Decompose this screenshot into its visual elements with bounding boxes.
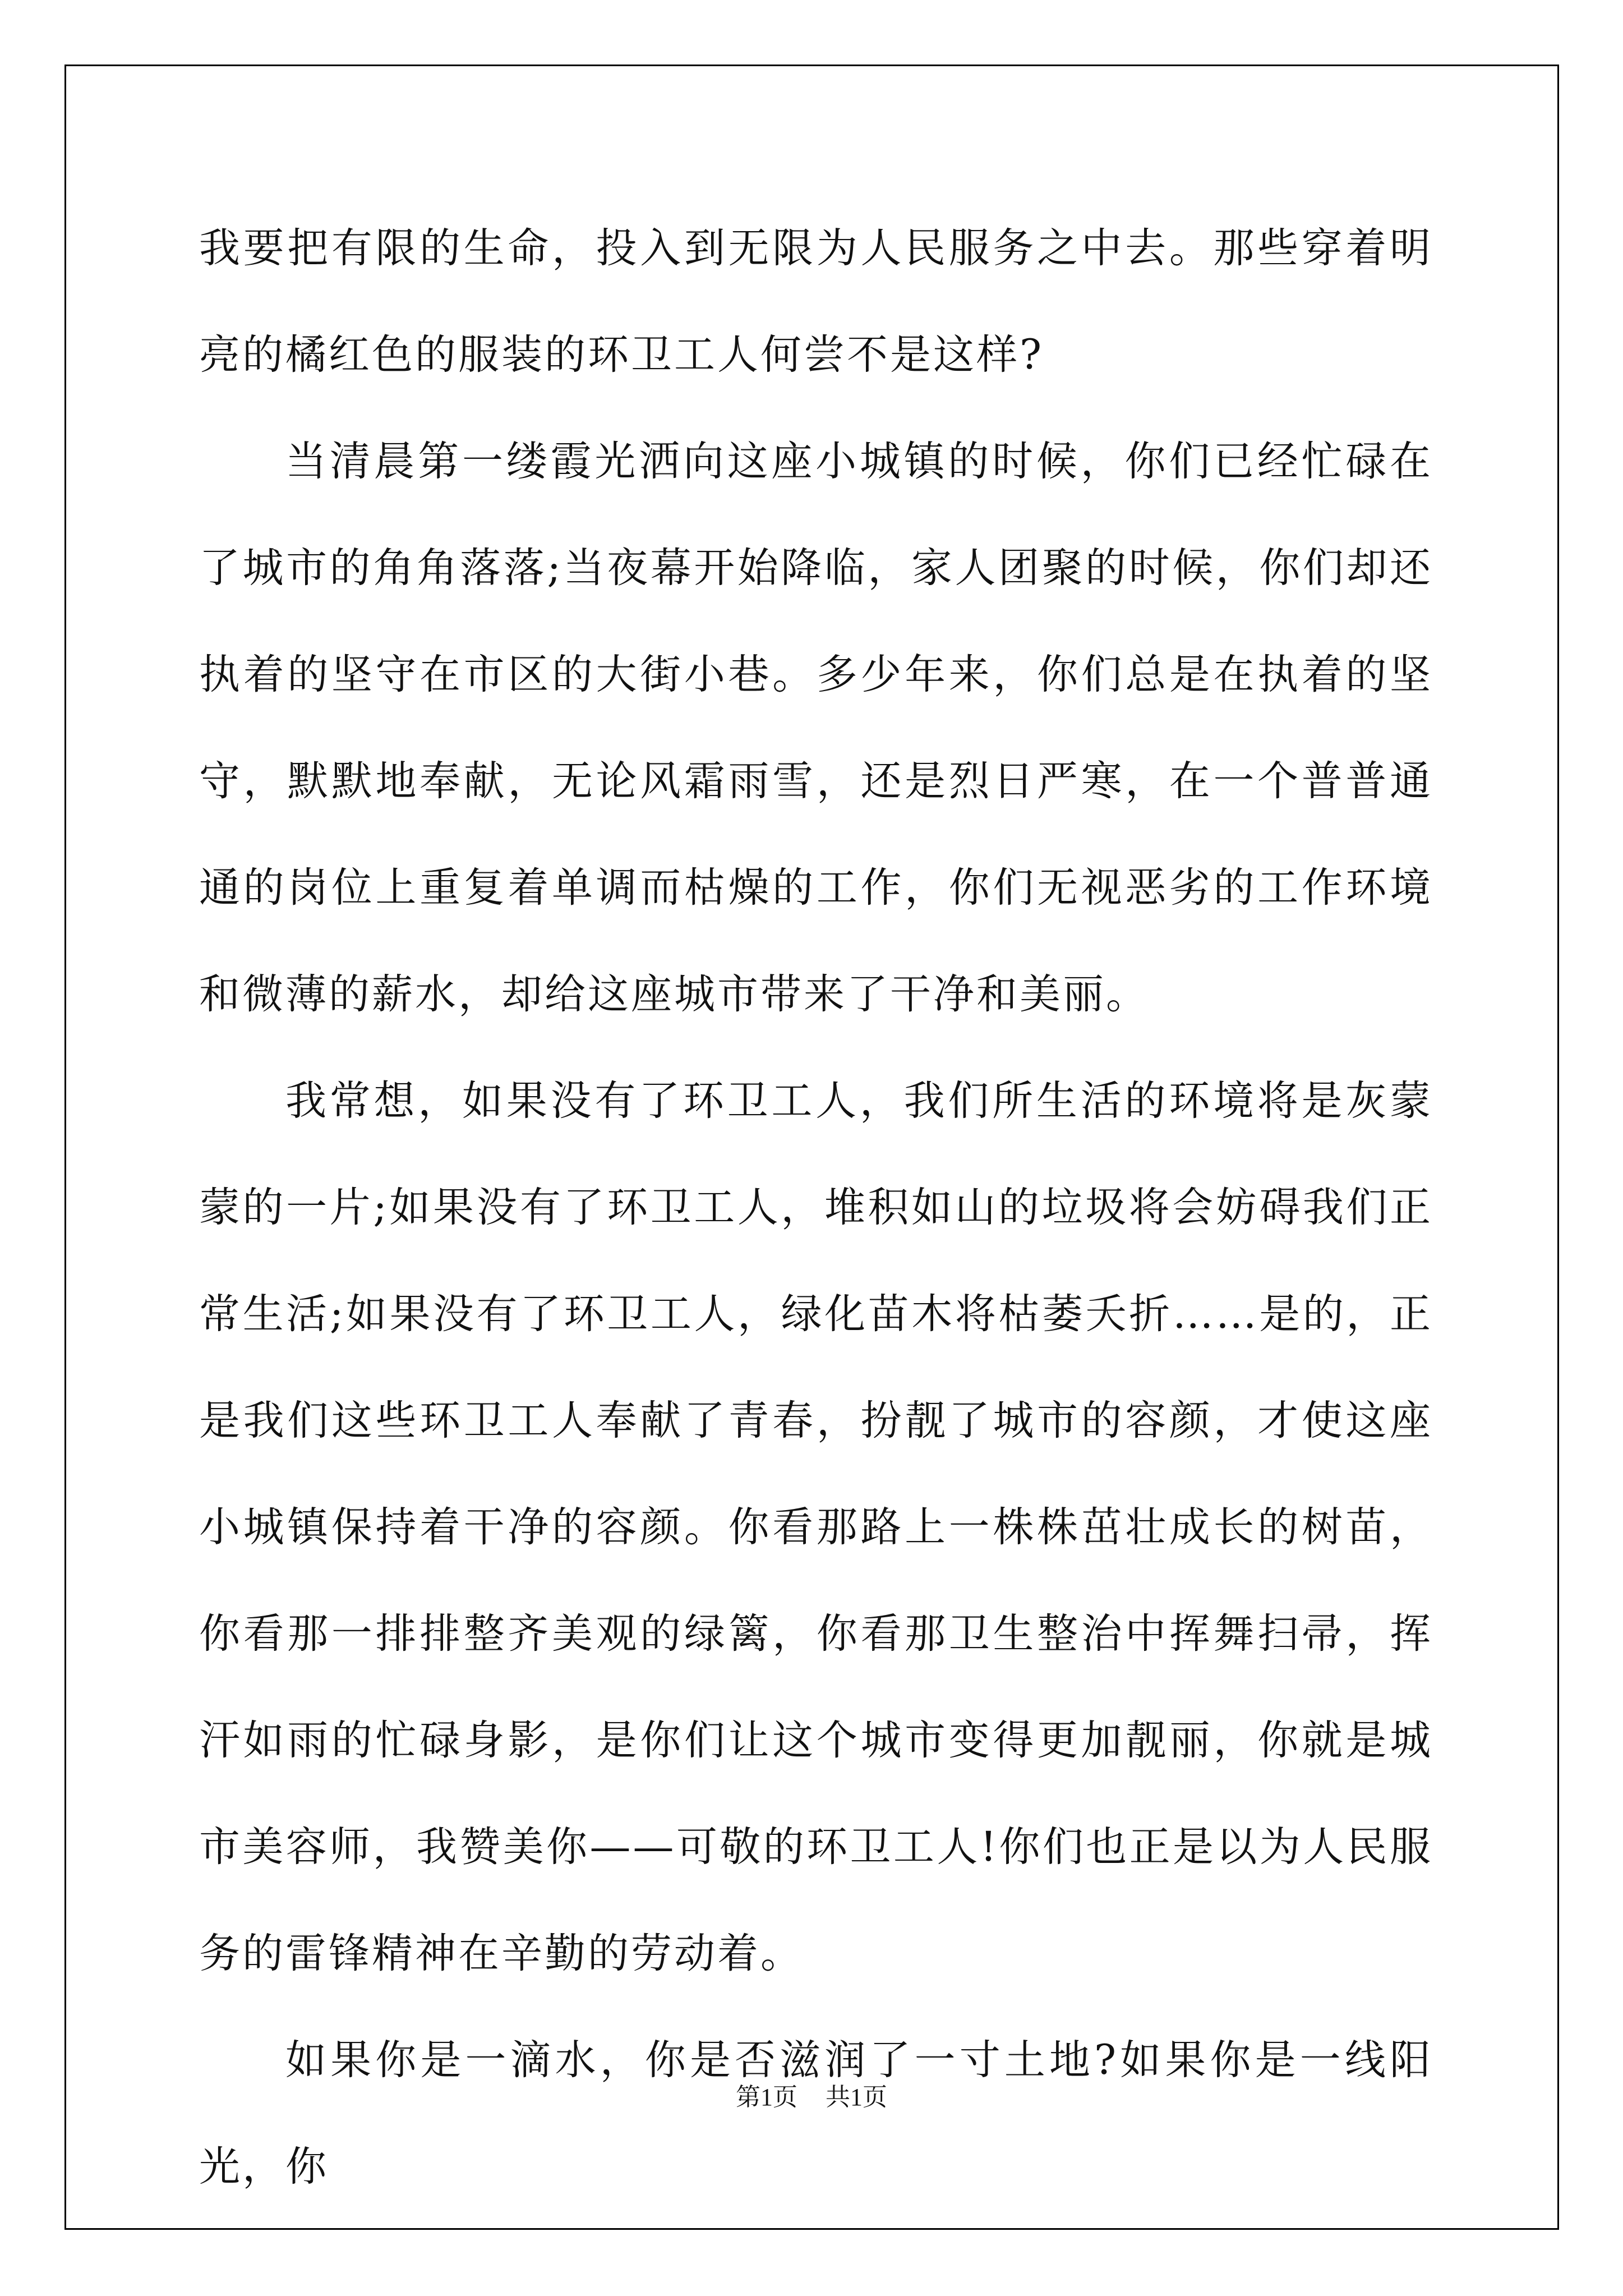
paragraph: 如果你是一滴水，你是否滋润了一寸土地?如果你是一线阳光，你: [199, 2036, 1433, 2191]
paragraph: 我常想，如果没有了环卫工人，我们所生活的环境将是灰蒙蒙的一片;如果没有了环卫工人，堆积如山的垃圾将会妨碍我们正常生活;如果没有了环卫工人，绿化苗木将枯萎夭折……是的，正是我们这些环卫工人奉献了青春，扮靓了城市的容颜，才使这座小城镇保持着干净的容颜。你看那路上一株株茁壮成长的树苗，你看那一排排整齐美观的绿篱，你看那卫生整治中挥舞扫帚，挥汗如雨的忙碌身影，是你们让这个城市变得更加靓丽，你就是城市美容师，我赞美你——可敬的环卫工人!你们也正是以为人民服务的雷锋精神在辛勤的劳动着。: [199, 1077, 1433, 1977]
document-body: [199, 195, 1433, 2220]
paragraph: 我要把有限的生命，投入到无限为人民服务之中去。那些穿着明亮的橘红色的服装的环卫工人何尝不是这样?: [199, 224, 1433, 379]
page-total: 共1页: [826, 2083, 887, 2111]
page-number: 第1页: [736, 2083, 797, 2111]
page-footer: [0, 2077, 1623, 2113]
paragraph: 当清晨第一缕霞光洒向这座小城镇的时候，你们已经忙碌在了城市的角角落落;当夜幕开始降临，家人团聚的时候，你们却还执着的坚守在市区的大街小巷。多少年来，你们总是在执着的坚守，默默地奉献，无论风霜雨雪，还是烈日严寒，在一个普普通通的岗位上重复着单调而枯燥的工作，你们无视恶劣的工作环境和微薄的薪水，却给这座城市带来了干净和美丽。: [199, 438, 1433, 1018]
